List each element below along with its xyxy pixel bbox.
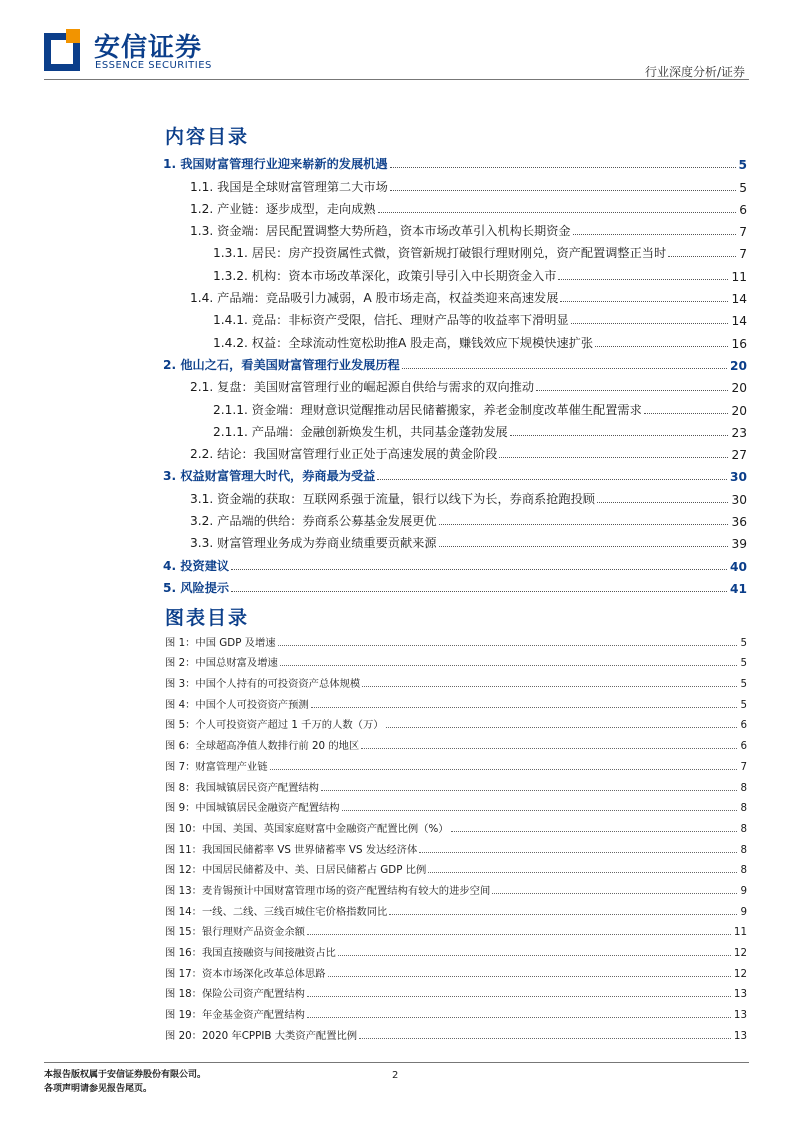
toc-entry-page: 39 — [728, 537, 747, 551]
figure-entry-label: 图 13：麦肯锡预计中国财富管理市场的资产配置结构有较大的进步空间 — [165, 884, 491, 897]
figure-entry-label: 图 17：资本市场深化改革总体思路 — [165, 967, 326, 980]
toc-entry-page: 5 — [736, 181, 747, 195]
header-divider — [44, 79, 749, 80]
figure-list-title: 图表目录 — [165, 607, 250, 629]
toc-entry-page: 5 — [736, 158, 747, 172]
toc-entry-label: 5. 风险提示 — [163, 580, 230, 595]
figure-entry[interactable] — [165, 959, 747, 980]
toc-entry-page: 40 — [727, 560, 747, 574]
dot-leader — [536, 390, 728, 391]
dot-leader — [270, 769, 738, 770]
dot-leader — [378, 212, 737, 213]
dot-leader — [231, 591, 727, 592]
dot-leader — [386, 727, 738, 728]
dot-leader — [558, 279, 728, 280]
toc-entry-page: 20 — [728, 381, 747, 395]
figure-entry-page: 6 — [740, 740, 747, 753]
footer-divider — [44, 1062, 749, 1063]
toc-entry-label: 2.2. 结论：我国财富管理行业正处于高速发展的黄金阶段 — [190, 447, 498, 462]
dot-leader — [307, 934, 731, 935]
toc-entry[interactable] — [163, 284, 747, 306]
figure-entry[interactable] — [165, 814, 747, 835]
figure-entry-page: 7 — [740, 760, 747, 773]
toc-entry-page: 27 — [728, 448, 747, 462]
figure-entry[interactable] — [165, 938, 747, 959]
figure-entry-label: 图 3：中国个人持有的可投资资产总体规模 — [165, 678, 361, 691]
figure-entry-label: 图 11：我国国民储蓄率 VS 世界储蓄率 VS 发达经济体 — [165, 843, 418, 856]
toc-entry-label: 1.1. 我国是全球财富管理第二大市场 — [190, 179, 388, 194]
toc-entry-label: 3.1. 资金端的获取：互联网系强于流量，银行以线下为长，券商系抢跑投顾 — [190, 491, 595, 506]
dot-leader — [342, 810, 738, 811]
figure-entry-label: 图 6：全球超高净值人数排行前 20 的地区 — [165, 740, 360, 753]
figure-entry[interactable] — [165, 897, 747, 918]
toc-entry-page: 20 — [728, 404, 747, 418]
toc-entry-label: 1.2. 产业链：逐步成型，走向成熟 — [190, 201, 376, 216]
toc-entry[interactable] — [163, 261, 747, 283]
dot-leader — [361, 748, 737, 749]
toc-entry-page: 36 — [728, 515, 747, 529]
dot-leader — [510, 435, 729, 436]
toc-entry-label: 2.1.1. 资金端：理财意识觉醒推动居民储蓄搬家，养老金制度改革催生配置需求 — [213, 402, 642, 417]
toc-entry-page: 30 — [727, 470, 747, 484]
toc-entry-page: 23 — [728, 426, 747, 440]
toc-entry[interactable] — [163, 462, 747, 484]
figure-entry-page: 13 — [733, 1029, 747, 1042]
report-category: 行业深度分析/证券 — [644, 65, 745, 79]
dot-leader — [492, 893, 737, 894]
toc-entry[interactable] — [163, 351, 747, 373]
toc-entry-label: 3.3. 财富管理业务成为券商业绩重要贡献来源 — [190, 536, 437, 551]
figure-entry[interactable] — [165, 731, 747, 752]
toc-entry-page: 14 — [728, 314, 747, 328]
figure-entry[interactable] — [165, 628, 747, 649]
dot-leader — [307, 1017, 731, 1018]
figure-entry[interactable] — [165, 794, 747, 815]
figure-entry-page: 5 — [740, 636, 747, 649]
figure-entry-page: 13 — [733, 1009, 747, 1022]
disclaimer-notice: 各项声明请参见报告尾页。 — [44, 1084, 153, 1094]
dot-leader — [402, 368, 727, 369]
toc-entry-page: 14 — [728, 292, 747, 306]
figure-entry-page: 11 — [733, 926, 747, 939]
dot-leader — [280, 665, 738, 666]
figure-entry-label: 图 19：年金基金资产配置结构 — [165, 1009, 305, 1022]
dot-leader — [338, 955, 731, 956]
dot-leader — [439, 546, 729, 547]
figure-entry[interactable] — [165, 669, 747, 690]
brand-name-en: ESSENCE SECURITIES — [95, 60, 212, 71]
figure-entry[interactable] — [165, 876, 747, 897]
dot-leader — [597, 502, 729, 503]
toc-entry[interactable] — [163, 172, 747, 194]
toc-entry[interactable] — [163, 395, 747, 417]
figure-entry-label: 图 8：我国城镇居民资产配置结构 — [165, 781, 319, 794]
dot-leader — [560, 301, 728, 302]
figure-entry[interactable] — [165, 1000, 747, 1021]
toc-entry-label: 1.4.1. 竞品：非标资产受限，信托、理财产品等的收益率下滑明显 — [213, 313, 569, 328]
figure-entry-label: 图 18：保险公司资产配置结构 — [165, 988, 305, 1001]
figure-entry-page: 12 — [733, 947, 747, 959]
toc-entry-page: 7 — [736, 225, 747, 239]
figure-entry-label: 图 14：一线、二线、三线百城住宅价格指数同比 — [165, 905, 388, 918]
toc-entry-page: 11 — [728, 270, 747, 284]
toc-entry-label: 2. 他山之石，看美国财富管理行业发展历程 — [163, 357, 400, 372]
figure-list — [165, 628, 747, 1042]
company-logo — [44, 29, 80, 71]
figure-entry[interactable] — [165, 773, 747, 794]
dot-leader — [428, 872, 737, 873]
toc-entry[interactable] — [163, 440, 747, 462]
figure-entry[interactable] — [165, 856, 747, 877]
dot-leader — [328, 976, 731, 977]
figure-entry[interactable] — [165, 980, 747, 1001]
figure-entry-label: 图 5：个人可投资资产超过 1 千万的人数（万） — [165, 719, 384, 732]
toc-entry[interactable] — [163, 574, 747, 596]
dot-leader — [390, 167, 736, 168]
figure-entry[interactable] — [165, 835, 747, 856]
figure-entry-page: 6 — [740, 719, 747, 732]
toc-entry[interactable] — [163, 529, 747, 551]
toc-entry[interactable] — [163, 150, 747, 172]
figure-entry-page: 5 — [740, 657, 747, 670]
figure-entry-label: 图 9：中国城镇居民金融资产配置结构 — [165, 802, 340, 815]
figure-entry-page: 8 — [740, 843, 747, 856]
figure-entry-label: 图 1：中国 GDP 及增速 — [165, 636, 276, 649]
toc-entry[interactable] — [163, 507, 747, 529]
brand-name-cn: 安信证券 — [94, 33, 203, 63]
toc-entry[interactable] — [163, 239, 747, 261]
toc-entry-label: 1.4.2. 权益：全球流动性宽松助推A 股走高，赚钱效应下规模快速扩张 — [213, 335, 594, 350]
figure-entry[interactable] — [165, 752, 747, 773]
toc-entry-page: 41 — [727, 582, 747, 596]
toc-entry-page: 30 — [728, 493, 747, 507]
figure-entry-page: 9 — [740, 884, 747, 897]
figure-entry-label: 图 7：财富管理产业链 — [165, 760, 268, 773]
dot-leader — [359, 1038, 731, 1039]
toc-entry[interactable] — [163, 217, 747, 239]
figure-entry-label: 图 15：银行理财产品资金余额 — [165, 926, 305, 939]
toc-entry-page: 7 — [736, 247, 747, 261]
toc-entry-label: 3. 权益财富管理大时代，券商最为受益 — [163, 469, 376, 484]
toc-entry-label: 1.3.1. 居民：房产投资属性式微，资管新规打破银行理财刚兑，资产配置调整正当时 — [213, 246, 667, 261]
dot-leader — [439, 524, 729, 525]
dot-leader — [499, 457, 728, 458]
dot-leader — [644, 413, 729, 414]
toc-entry[interactable] — [163, 328, 747, 350]
dot-leader — [231, 569, 727, 570]
figure-entry-page: 8 — [740, 802, 747, 815]
toc-entry-page: 20 — [727, 359, 747, 373]
toc-entry-label: 2.1.1. 产品端：金融创新焕发生机，共同基金蓬勃发展 — [213, 424, 508, 439]
toc-entry[interactable] — [163, 418, 747, 440]
copyright-notice: 本报告版权属于安信证券股份有限公司。 — [44, 1070, 207, 1080]
dot-leader — [362, 686, 737, 687]
figure-entry-label: 图 16：我国直接融资与间接融资占比 — [165, 947, 336, 959]
toc-entry-label: 1. 我国财富管理行业迎来崭新的发展机遇 — [163, 157, 388, 172]
figure-entry-page: 8 — [740, 822, 747, 835]
figure-entry-label: 图 4：中国个人可投资资产预测 — [165, 698, 309, 711]
toc-list — [163, 150, 747, 596]
figure-entry-page: 13 — [733, 988, 747, 1001]
figure-entry-label: 图 2：中国总财富及增速 — [165, 657, 278, 670]
dot-leader — [321, 790, 737, 791]
figure-entry-page: 5 — [740, 678, 747, 691]
dot-leader — [389, 914, 737, 915]
dot-leader — [668, 256, 736, 257]
dot-leader — [451, 831, 738, 832]
toc-entry[interactable] — [163, 195, 747, 217]
figure-entry[interactable] — [165, 711, 747, 732]
figure-entry-page: 8 — [740, 781, 747, 794]
toc-entry-label: 3.2. 产品端的供给：券商系公募基金发展更优 — [190, 514, 437, 529]
figure-entry-label: 图 12：中国居民储蓄及中、美、日居民储蓄占 GDP 比例 — [165, 864, 427, 877]
dot-leader — [573, 234, 737, 235]
figure-entry-label: 图 20：2020 年CPPIB 大类资产配置比例 — [165, 1029, 358, 1042]
toc-entry-label: 1.3.2. 机构：资本市场改革深化，政策引导引入中长期资金入市 — [213, 268, 557, 283]
figure-entry[interactable] — [165, 690, 747, 711]
toc-entry[interactable] — [163, 484, 747, 506]
toc-entry[interactable] — [163, 551, 747, 573]
toc-entry-label: 1.3. 资金端：居民配置调整大势所趋，资本市场改革引入机构长期资金 — [190, 224, 571, 239]
figure-entry-page: 5 — [740, 698, 747, 711]
dot-leader — [390, 190, 736, 191]
dot-leader — [278, 645, 738, 646]
dot-leader — [595, 346, 728, 347]
toc-entry-page: 6 — [736, 203, 747, 217]
toc-entry-label: 1.4. 产品端：竞品吸引力减弱，A 股市场走高，权益类迎来高速发展 — [190, 291, 559, 306]
toc-entry-label: 2.1. 复盘：美国财富管理行业的崛起源自供给与需求的双向推动 — [190, 380, 535, 395]
dot-leader — [377, 479, 727, 480]
figure-entry[interactable] — [165, 649, 747, 670]
figure-entry-page: 12 — [733, 967, 747, 980]
toc-entry[interactable] — [163, 306, 747, 328]
dot-leader — [307, 996, 731, 997]
page-number: 2 — [392, 1070, 399, 1081]
figure-entry-page: 9 — [740, 905, 747, 918]
dot-leader — [311, 707, 738, 708]
dot-leader — [419, 852, 737, 853]
figure-entry[interactable] — [165, 918, 747, 939]
toc-entry-page: 16 — [728, 337, 747, 351]
dot-leader — [571, 323, 729, 324]
toc-title: 内容目录 — [165, 126, 250, 148]
toc-entry-label: 4. 投资建议 — [163, 558, 230, 573]
toc-entry[interactable] — [163, 373, 747, 395]
figure-entry[interactable] — [165, 1021, 747, 1042]
figure-entry-page: 8 — [740, 864, 747, 877]
figure-entry-label: 图 10：中国、美国、英国家庭财富中金融资产配置比例（%） — [165, 822, 449, 835]
